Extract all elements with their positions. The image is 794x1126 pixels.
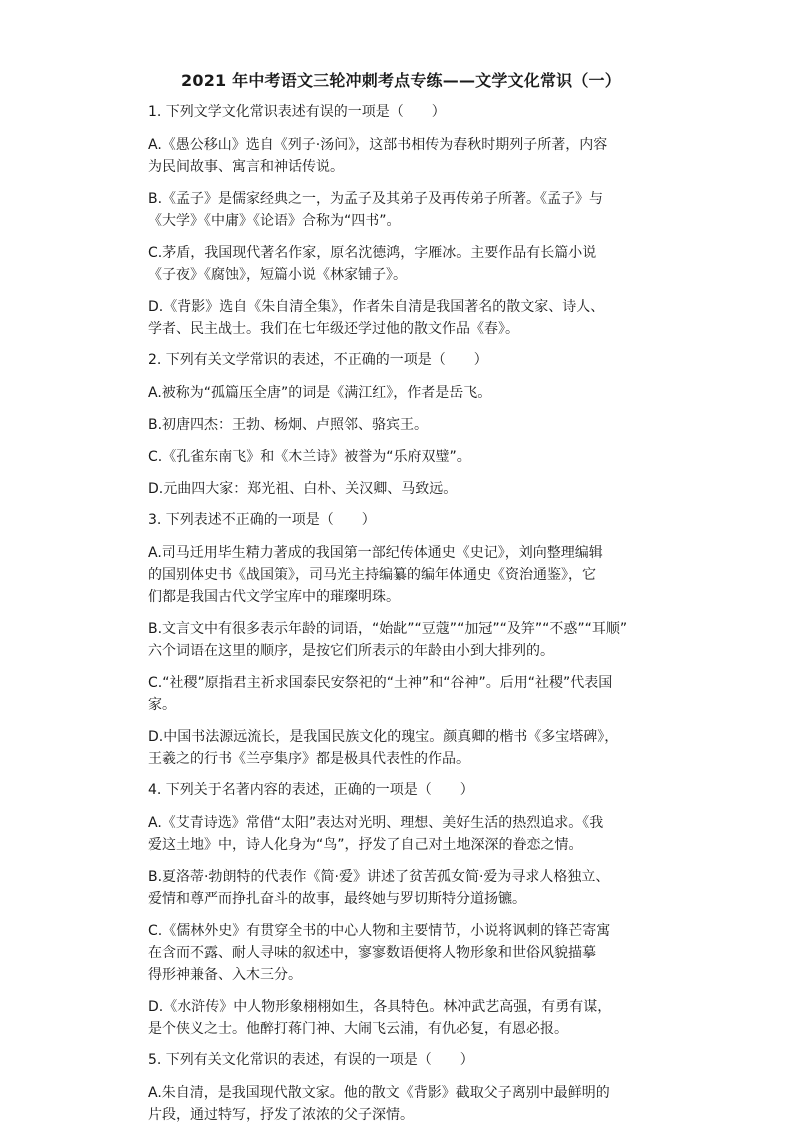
option-text-line: 家。: [148, 697, 176, 713]
option-text-line: C.《儒林外史》有贯穿全书的中心人物和主要情节，小说将讽刺的锋芒寄寓: [148, 923, 611, 939]
answer-option: [148, 996, 684, 1040]
option-text-line: D.中国书法源远流长，是我国民族文化的瑰宝。颜真卿的楷书《多宝塔碑》，: [148, 729, 619, 745]
question-stem: 4. 下列关于名著内容的表述，正确的一项是（ ）: [148, 782, 474, 798]
option-text-line: 王羲之的行书《兰亭集序》都是极具代表性的作品。: [148, 751, 470, 767]
answer-option: [148, 920, 684, 986]
option-text-line: 的国别体史书《战国策》，司马光主持编纂的编年体通史《资治通鉴》，它: [148, 567, 596, 583]
option-text-line: D.《水浒传》中人物形象栩栩如生，各具特色。林冲武艺高强，有勇有谋，: [148, 999, 612, 1015]
answer-option: [148, 672, 684, 716]
option-text-line: 爱这土地》中，诗人化身为“鸟”，抒发了自己对土地深深的眷恋之情。: [148, 837, 583, 853]
answer-option: [148, 446, 684, 468]
option-text-line: A.司马迁用毕生精力著成的我国第一部纪传体通史《史记》，刘向整理编辑: [148, 545, 603, 561]
answer-option: [148, 866, 684, 910]
option-text-line: 是个侠义之士。他醉打蒋门神、大闹飞云浦，有仇必复，有恩必报。: [148, 1021, 568, 1037]
answer-option: [148, 812, 684, 856]
answer-option: [148, 382, 684, 404]
option-text-line: A.《艾青诗选》常借“太阳”表达对光明、理想、美好生活的热烈追求。《我: [148, 815, 604, 831]
option-text-line: C.茅盾，我国现代著名作家，原名沈德鸿，字雁冰。主要作品有长篇小说: [148, 245, 597, 261]
option-text-line: 得形神兼备、入木三分。: [148, 967, 302, 983]
option-text-line: 学者、民主战士。我们在七年级还学过他的散文作品《春》。: [148, 321, 519, 337]
option-text-line: D.元曲四大家：郑光祖、白朴、关汉卿、马致远。: [148, 481, 458, 497]
answer-option: [148, 726, 684, 770]
question-stem: 3. 下列表述不正确的一项是（ ）: [148, 512, 376, 528]
option-text-line: B.文言文中有很多表示年龄的词语，“始龀”“豆蔻”“加冠”“及笄”“不惑”“耳顺”: [148, 621, 628, 637]
option-text-line: 片段，通过特写，抒发了浓浓的父子深情。: [148, 1107, 414, 1123]
option-text-line: 们都是我国古代文学宝库中的璀璨明珠。: [148, 589, 400, 605]
question-stem: 2. 下列有关文学常识的表述，不正确的一项是（ ）: [148, 352, 488, 368]
answer-option: [148, 296, 684, 340]
question-stem: 1. 下列文学文化常识表述有误的一项是（ ）: [148, 104, 446, 120]
answer-option: [148, 618, 684, 662]
option-text-line: D.《背影》选自《朱自清全集》，作者朱自清是我国著名的散文家、诗人、: [148, 299, 605, 315]
option-text-line: 《子夜》《腐蚀》，短篇小说《林家铺子》。: [148, 267, 407, 283]
answer-option: [148, 478, 684, 500]
question-stem: 5. 下列有关文化常识的表述，有误的一项是（ ）: [148, 1052, 474, 1068]
document-title: 2021 年中考语文三轮冲刺考点专练——文学文化常识（一）: [181, 71, 621, 90]
answer-option: [148, 414, 684, 436]
option-text-line: A.《愚公移山》选自《列子·汤问》，这部书相传为春秋时期列子所著，内容: [148, 137, 608, 153]
option-text-line: 六个词语在这里的顺序，是按它们所表示的年龄由小到大排列的。: [148, 643, 554, 659]
answer-option: [148, 188, 684, 232]
option-text-line: B.夏洛蒂·勃朗特的代表作《简·爱》讲述了贫苦孤女简·爱为寻求人格独立、: [148, 869, 610, 885]
option-text-line: A.朱自清，是我国现代散文家。他的散文《背影》截取父子离别中最鲜明的: [148, 1085, 610, 1101]
answer-option: [148, 242, 684, 286]
option-text-line: C.“社稷”原指君主祈求国泰民安祭祀的“土神”和“谷神”。后用“社稷”代表国: [148, 675, 613, 691]
answer-option: [148, 542, 684, 608]
option-text-line: 《大学》《中庸》《论语》合称为“四书”。: [148, 213, 401, 229]
question-list: [148, 102, 684, 1126]
option-text-line: A.被称为“孤篇压全唐”的词是《满江红》，作者是岳飞。: [148, 385, 492, 401]
option-text-line: 爱情和尊严而挣扎奋斗的故事，最终她与罗切斯特分道扬镳。: [148, 891, 526, 907]
option-text-line: 为民间故事、寓言和神话传说。: [148, 159, 344, 175]
option-text-line: B.《孟子》是儒家经典之一，为孟子及其弟子及再传弟子所著。《孟子》与: [148, 191, 604, 207]
answer-option: [148, 134, 684, 178]
option-text-line: 在含而不露、耐人寻味的叙述中，寥寥数语便将人物形象和世俗风貌描摹: [148, 945, 596, 961]
answer-option: [148, 1082, 684, 1126]
option-text-line: C.《孔雀东南飞》和《木兰诗》被誉为“乐府双璧”。: [148, 449, 471, 465]
option-text-line: B.初唐四杰：王勃、杨炯、卢照邻、骆宾王。: [148, 417, 429, 433]
